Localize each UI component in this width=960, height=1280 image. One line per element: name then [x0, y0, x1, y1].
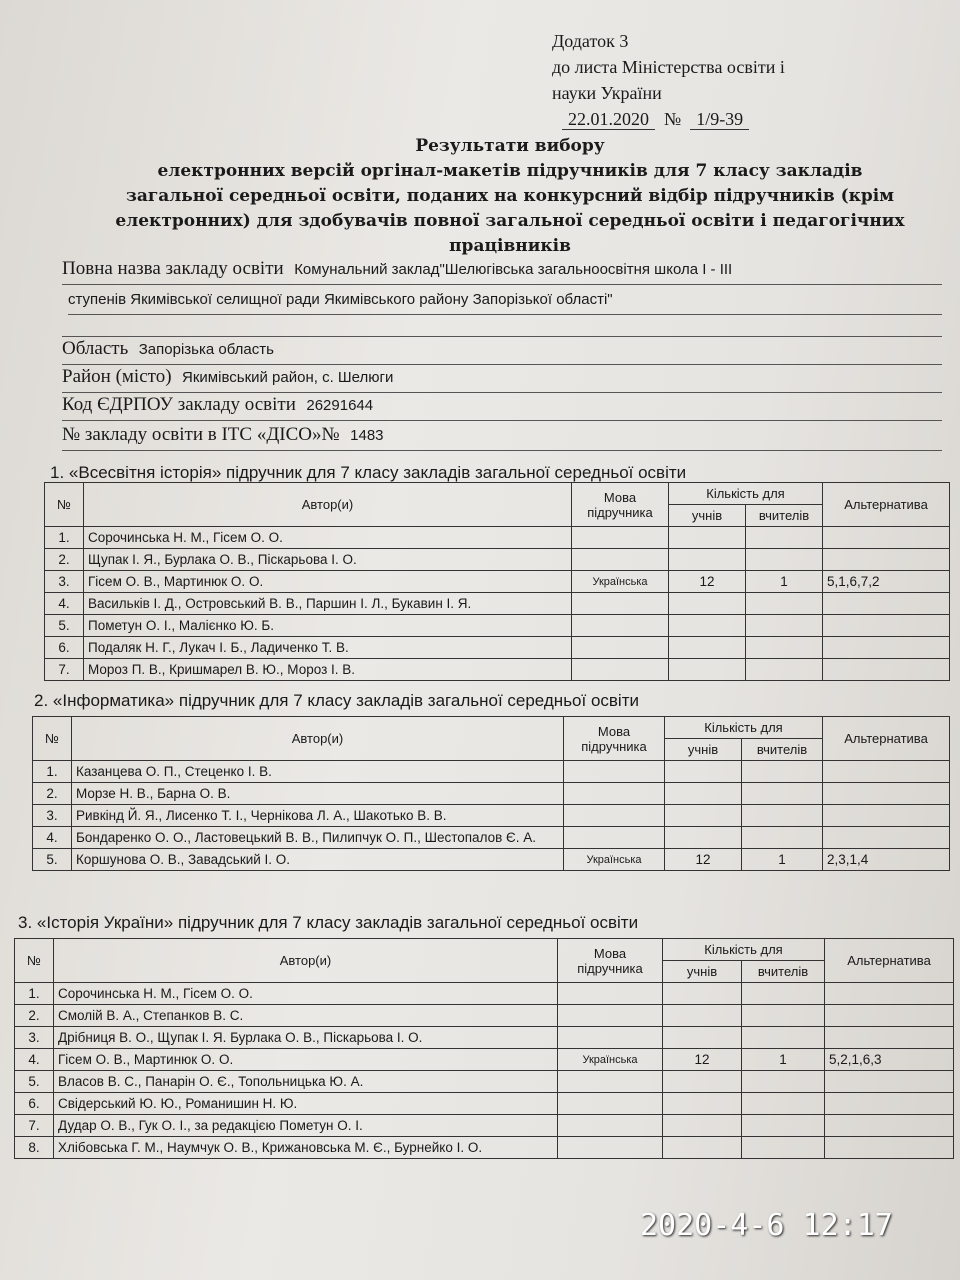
row-number: 2.: [15, 1005, 54, 1027]
row-students: [663, 1093, 742, 1115]
row-authors: Гісем О. В., Мартинюк О. О.: [84, 571, 572, 593]
table-row: [33, 827, 950, 849]
row-language: [572, 593, 669, 615]
row-teachers: [746, 659, 823, 681]
row-authors: Гісем О. В., Мартинюк О. О.: [54, 1049, 558, 1071]
row-students: [669, 593, 746, 615]
row-authors: Сорочинська Н. М., Гісем О. О.: [54, 983, 558, 1005]
row-authors: Сорочинська Н. М., Гісем О. О.: [84, 527, 572, 549]
section-2-table: [32, 716, 950, 871]
photo-timestamp: 2020-4-6 12:17: [640, 1208, 893, 1243]
row-alternative: [823, 527, 950, 549]
row-alternative: 5,1,6,7,2: [823, 571, 950, 593]
row-teachers: [746, 593, 823, 615]
row-language: [564, 805, 665, 827]
row-teachers: [742, 783, 823, 805]
row-teachers: [742, 1137, 825, 1159]
row-teachers: [742, 1027, 825, 1049]
row-alternative: [823, 805, 950, 827]
school-name-value-2: ступенів Якимівської селищної ради Якимівського району Запорізької області": [68, 291, 613, 308]
row-number: 2.: [45, 549, 84, 571]
row-number: 6.: [45, 637, 84, 659]
title-line-5: працівників: [449, 236, 571, 256]
section-3-table: [14, 938, 954, 1159]
row-authors: Свідерський Ю. Ю., Романишин Н. Ю.: [54, 1093, 558, 1115]
row-teachers: [746, 637, 823, 659]
table-header-row: [33, 717, 950, 739]
row-students: [663, 1005, 742, 1027]
col-num: №: [15, 939, 54, 983]
table-row: [45, 571, 950, 593]
edrpou-value: 26291644: [306, 397, 374, 414]
title-line-4: електронних) для здобувачів повної загальної середньої освіти і педагогічних: [115, 211, 905, 231]
table-row: [33, 849, 950, 871]
row-alternative: 5,2,1,6,3: [825, 1049, 954, 1071]
col-authors: Автор(и): [84, 483, 572, 527]
row-alternative: [823, 761, 950, 783]
section-1-title: 1. «Всесвітня історія» підручник для 7 класу закладів загальної середньої освіти: [50, 463, 687, 482]
school-name-field-cont: [68, 284, 942, 315]
row-students: 12: [665, 849, 742, 871]
row-authors: Коршунова О. В., Завадський І. О.: [72, 849, 564, 871]
row-students: [663, 983, 742, 1005]
row-teachers: [742, 761, 823, 783]
section-3-title: 3. «Історія України» підручник для 7 класу закладів загальної середньої освіти: [18, 913, 639, 932]
school-name-field: [62, 254, 942, 285]
table-header-row: [45, 483, 950, 505]
col-num: №: [45, 483, 84, 527]
row-number: 4.: [45, 593, 84, 615]
row-alternative: [823, 615, 950, 637]
row-authors: Дудар О. В., Гук О. І., за редакцією Пометун О. І.: [54, 1115, 558, 1137]
district-label: Район (місто): [62, 366, 172, 387]
row-students: 12: [663, 1049, 742, 1071]
row-alternative: [825, 1027, 954, 1049]
table-header-row: [15, 939, 954, 961]
addendum-date: 22.01.2020: [562, 109, 655, 130]
col-teachers: вчителів: [746, 505, 823, 527]
row-students: [669, 615, 746, 637]
row-alternative: [823, 637, 950, 659]
col-language: Мова підручника: [572, 483, 669, 527]
row-language: [572, 637, 669, 659]
col-authors: Автор(и): [72, 717, 564, 761]
district-field: [62, 362, 942, 393]
row-number: 6.: [15, 1093, 54, 1115]
table-row: [15, 1137, 954, 1159]
row-alternative: [823, 783, 950, 805]
row-authors: Казанцева О. П., Стеценко І. В.: [72, 761, 564, 783]
row-language: [558, 1137, 663, 1159]
col-alternative: Альтернатива: [823, 717, 950, 761]
district-value: Якимівський район, с. Шелюги: [182, 369, 394, 386]
school-name-value-1: Комунальний заклад"Шелюгівська загальноосвітня школа І - ІІІ: [294, 261, 733, 278]
section-2-title: 2. «Інформатика» підручник для 7 класу закладів загальної середньої освіти: [34, 691, 639, 710]
addendum-number-sign: №: [664, 109, 682, 129]
col-quantity: Кількість для: [665, 717, 823, 739]
row-alternative: [823, 593, 950, 615]
row-students: [663, 1115, 742, 1137]
table-row: [45, 593, 950, 615]
row-number: 7.: [15, 1115, 54, 1137]
section-1-body: [45, 527, 950, 681]
row-language: [558, 1093, 663, 1115]
row-students: [663, 1027, 742, 1049]
row-teachers: [742, 1005, 825, 1027]
row-students: [663, 1071, 742, 1093]
row-students: [669, 659, 746, 681]
col-num: №: [33, 717, 72, 761]
row-number: 3.: [15, 1027, 54, 1049]
col-language: Мова підручника: [564, 717, 665, 761]
table-row: [15, 1093, 954, 1115]
row-teachers: [746, 615, 823, 637]
row-authors: Щупак І. Я., Бурлака О. В., Піскарьова І. О.: [84, 549, 572, 571]
row-authors: Морзе Н. В., Барна О. В.: [72, 783, 564, 805]
row-language: [558, 1005, 663, 1027]
table-row: [15, 1005, 954, 1027]
row-authors: Дрібниця В. О., Щупак І. Я. Бурлака О. В., Піскарьова І. О.: [54, 1027, 558, 1049]
row-authors: Смолій В. А., Степанков В. С.: [54, 1005, 558, 1027]
table-row: [15, 983, 954, 1005]
addendum-line-3: науки України: [552, 83, 662, 103]
row-alternative: [825, 1137, 954, 1159]
row-teachers: [742, 827, 823, 849]
row-language: [572, 615, 669, 637]
col-students: учнів: [665, 739, 742, 761]
row-number: 5.: [45, 615, 84, 637]
row-number: 1.: [15, 983, 54, 1005]
row-number: 2.: [33, 783, 72, 805]
row-students: [665, 827, 742, 849]
row-number: 4.: [33, 827, 72, 849]
row-language: Українська: [564, 849, 665, 871]
row-students: [669, 527, 746, 549]
row-language: [558, 1027, 663, 1049]
addendum-line-1: Додаток 3: [552, 31, 629, 51]
row-teachers: 1: [746, 571, 823, 593]
row-students: [669, 637, 746, 659]
row-number: 3.: [33, 805, 72, 827]
table-row: [15, 1115, 954, 1137]
col-students: учнів: [663, 961, 742, 983]
col-authors: Автор(и): [54, 939, 558, 983]
row-alternative: [825, 983, 954, 1005]
row-authors: Ривкінд Й. Я., Лисенко Т. І., Чернікова Л. А., Шакотько В. В.: [72, 805, 564, 827]
addendum-number: 1/9-39: [690, 109, 749, 130]
row-teachers: [742, 805, 823, 827]
row-authors: Подаляк Н. Г., Лукач І. Б., Ладиченко Т. В.: [84, 637, 572, 659]
row-teachers: [746, 527, 823, 549]
edrpou-field: [62, 390, 942, 421]
title-line-2: електронних версій оргінал-макетів підручників для 7 класу закладів: [157, 161, 863, 181]
row-alternative: [823, 549, 950, 571]
region-value: Запорізька область: [138, 341, 274, 358]
row-alternative: [823, 827, 950, 849]
its-field: [62, 420, 942, 451]
title-line-3: загальної середньої освіти, поданих на конкурсний відбір підручників (крім: [125, 186, 895, 206]
row-language: [572, 527, 669, 549]
row-alternative: [825, 1115, 954, 1137]
row-language: [572, 659, 669, 681]
row-authors: Мороз П. В., Кришмарел В. Ю., Мороз І. В.: [84, 659, 572, 681]
table-row: [45, 659, 950, 681]
table-row: [33, 805, 950, 827]
row-alternative: [825, 1071, 954, 1093]
row-students: [665, 783, 742, 805]
row-authors: Хлібовська Г. М., Наумчук О. В., Крижановська М. Є., Бурнейко І. О.: [54, 1137, 558, 1159]
addendum-reference: [562, 106, 892, 132]
edrpou-label: Код ЄДРПОУ закладу освіти: [62, 394, 296, 415]
row-teachers: 1: [742, 849, 823, 871]
row-students: [665, 761, 742, 783]
row-teachers: [742, 1071, 825, 1093]
table-row: [15, 1071, 954, 1093]
table-row: [15, 1049, 954, 1071]
row-number: 3.: [45, 571, 84, 593]
row-number: 5.: [15, 1071, 54, 1093]
region-label: Область: [62, 338, 129, 359]
row-alternative: 2,3,1,4: [823, 849, 950, 871]
table-row: [45, 615, 950, 637]
row-number: 5.: [33, 849, 72, 871]
row-language: Українська: [558, 1049, 663, 1071]
table-row: [33, 761, 950, 783]
table-row: [45, 527, 950, 549]
row-number: 4.: [15, 1049, 54, 1071]
col-quantity: Кількість для: [663, 939, 825, 961]
row-teachers: [742, 983, 825, 1005]
row-teachers: 1: [742, 1049, 825, 1071]
row-authors: Власов В. С., Панарін О. Є., Топольницька Ю. А.: [54, 1071, 558, 1093]
row-language: [564, 827, 665, 849]
col-teachers: вчителів: [742, 961, 825, 983]
row-alternative: [825, 1005, 954, 1027]
row-teachers: [742, 1093, 825, 1115]
row-number: 8.: [15, 1137, 54, 1159]
col-alternative: Альтернатива: [823, 483, 950, 527]
row-teachers: [742, 1115, 825, 1137]
its-value: 1483: [350, 427, 384, 444]
addendum-block: [552, 28, 892, 132]
row-teachers: [746, 549, 823, 571]
table-row: [45, 549, 950, 571]
row-students: [669, 549, 746, 571]
row-number: 1.: [33, 761, 72, 783]
table-row: [33, 783, 950, 805]
row-students: 12: [669, 571, 746, 593]
school-name-label: Повна назва закладу освіти: [62, 258, 284, 279]
row-authors: Бондаренко О. О., Ластовецький В. В., Пилипчук О. П., Шестопалов Є. А.: [72, 827, 564, 849]
row-authors: Васильків І. Д., Островський В. В., Паршин І. Л., Букавин І. Я.: [84, 593, 572, 615]
row-authors: Пометун О. І., Малієнко Ю. Б.: [84, 615, 572, 637]
row-language: [558, 1115, 663, 1137]
row-language: [564, 761, 665, 783]
row-alternative: [825, 1093, 954, 1115]
document-title: [80, 134, 940, 259]
row-students: [665, 805, 742, 827]
col-alternative: Альтернатива: [825, 939, 954, 983]
table-row: [15, 1027, 954, 1049]
row-number: 7.: [45, 659, 84, 681]
addendum-line-2: до листа Міністерства освіти і: [552, 57, 785, 77]
col-students: учнів: [669, 505, 746, 527]
col-quantity: Кількість для: [669, 483, 823, 505]
col-language: Мова підручника: [558, 939, 663, 983]
row-alternative: [823, 659, 950, 681]
section-2-body: [33, 761, 950, 871]
section-3-body: [15, 983, 954, 1159]
section-1-table: [44, 482, 950, 681]
col-teachers: вчителів: [742, 739, 823, 761]
row-language: [558, 983, 663, 1005]
region-field: [62, 334, 942, 365]
row-language: Українська: [572, 571, 669, 593]
row-language: [564, 783, 665, 805]
table-row: [45, 637, 950, 659]
its-label: № закладу освіти в ІТС «ДІСО»№: [62, 424, 340, 445]
row-language: [558, 1071, 663, 1093]
title-line-1: Результати вибору: [415, 136, 605, 156]
row-students: [663, 1137, 742, 1159]
row-number: 1.: [45, 527, 84, 549]
row-language: [572, 549, 669, 571]
